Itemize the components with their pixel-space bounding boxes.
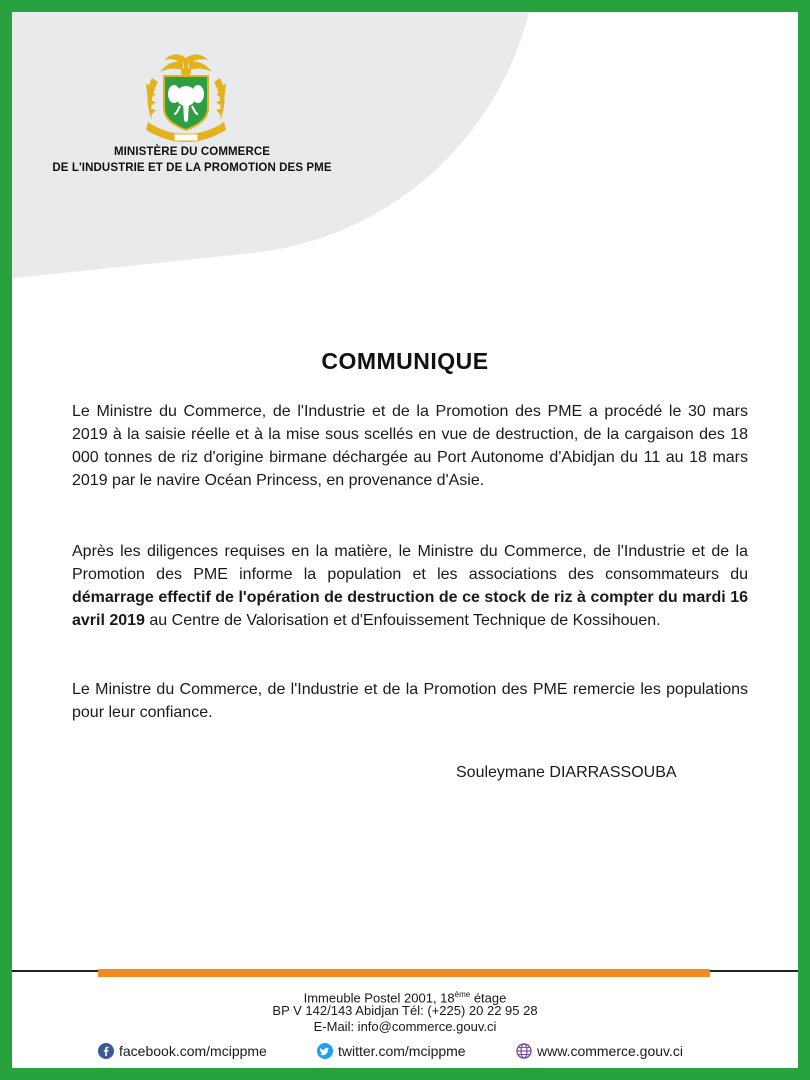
- website-url: www.commerce.gouv.ci: [537, 1043, 684, 1059]
- paragraph-1: Le Ministre du Commerce, de l'Industrie et de la Promotion des PME a procédé le 30 mars 2019 à la saisie réelle et à la mise sous scellés en vue de destruction, de la cargaison des 18 000 tonnes de riz d'origine birmane déchargée au Port Autonome d'Abidjan du 11 au 18 mars 2019 par le navire Océan Princess, en provenance d'Asie.: [72, 403, 748, 489]
- coat-of-arms-logo: [130, 50, 242, 146]
- facebook-handle: facebook.com/mcippme: [119, 1043, 267, 1059]
- twitter-handle: twitter.com/mcippme: [338, 1043, 466, 1059]
- facebook-link[interactable]: [98, 1043, 267, 1059]
- signature-name: Souleymane DIARRASSOUBA: [456, 764, 677, 781]
- twitter-link[interactable]: [317, 1043, 466, 1059]
- ministry-name: [42, 144, 342, 176]
- paragraph-2-end: au Centre de Valorisation et d'Enfouissement Technique de Kossihouen.: [144, 612, 661, 629]
- paragraph-2-intro: Après les diligences requises en la matière, le Ministre du Commerce, de l'Industrie et de la Promotion des PME informe la population et les associations des consommateurs du: [72, 543, 748, 583]
- document-page: [12, 12, 798, 1068]
- letterhead: [12, 12, 392, 232]
- paragraph-3: Le Ministre du Commerce, de l'Industrie et de la Promotion des PME remercie les populations pour leur confiance.: [72, 681, 748, 721]
- ministry-name-line1: MINISTÈRE DU COMMERCE: [113, 146, 271, 158]
- footer-email: E-Mail: info@commerce.gouv.ci: [313, 1019, 497, 1034]
- footer-address-superscript: ème: [454, 990, 471, 999]
- footer-bp-phone: BP V 142/143 Abidjan Tél: (+225) 20 22 95 28: [272, 1003, 538, 1018]
- document-title: COMMUNIQUE: [321, 348, 489, 374]
- paragraph-2: [72, 540, 748, 632]
- globe-icon: [516, 1043, 532, 1059]
- footer-address-floor: étage: [470, 990, 507, 1006]
- ministry-name-line2: DE L'INDUSTRIE ET DE LA PROMOTION DES PME: [52, 162, 332, 174]
- footer-address-text: Immeuble Postel 2001, 18: [303, 990, 455, 1006]
- paragraph-2-highlight: démarrage effectif de l'opération de destruction de ce stock de riz à compter du mardi 16 avril 2019: [72, 589, 748, 629]
- twitter-icon: [317, 1043, 333, 1059]
- facebook-icon: [98, 1043, 114, 1059]
- footer-accent-bar: [98, 969, 710, 977]
- footer-social-links: [12, 1043, 798, 1063]
- website-link[interactable]: [516, 1043, 683, 1059]
